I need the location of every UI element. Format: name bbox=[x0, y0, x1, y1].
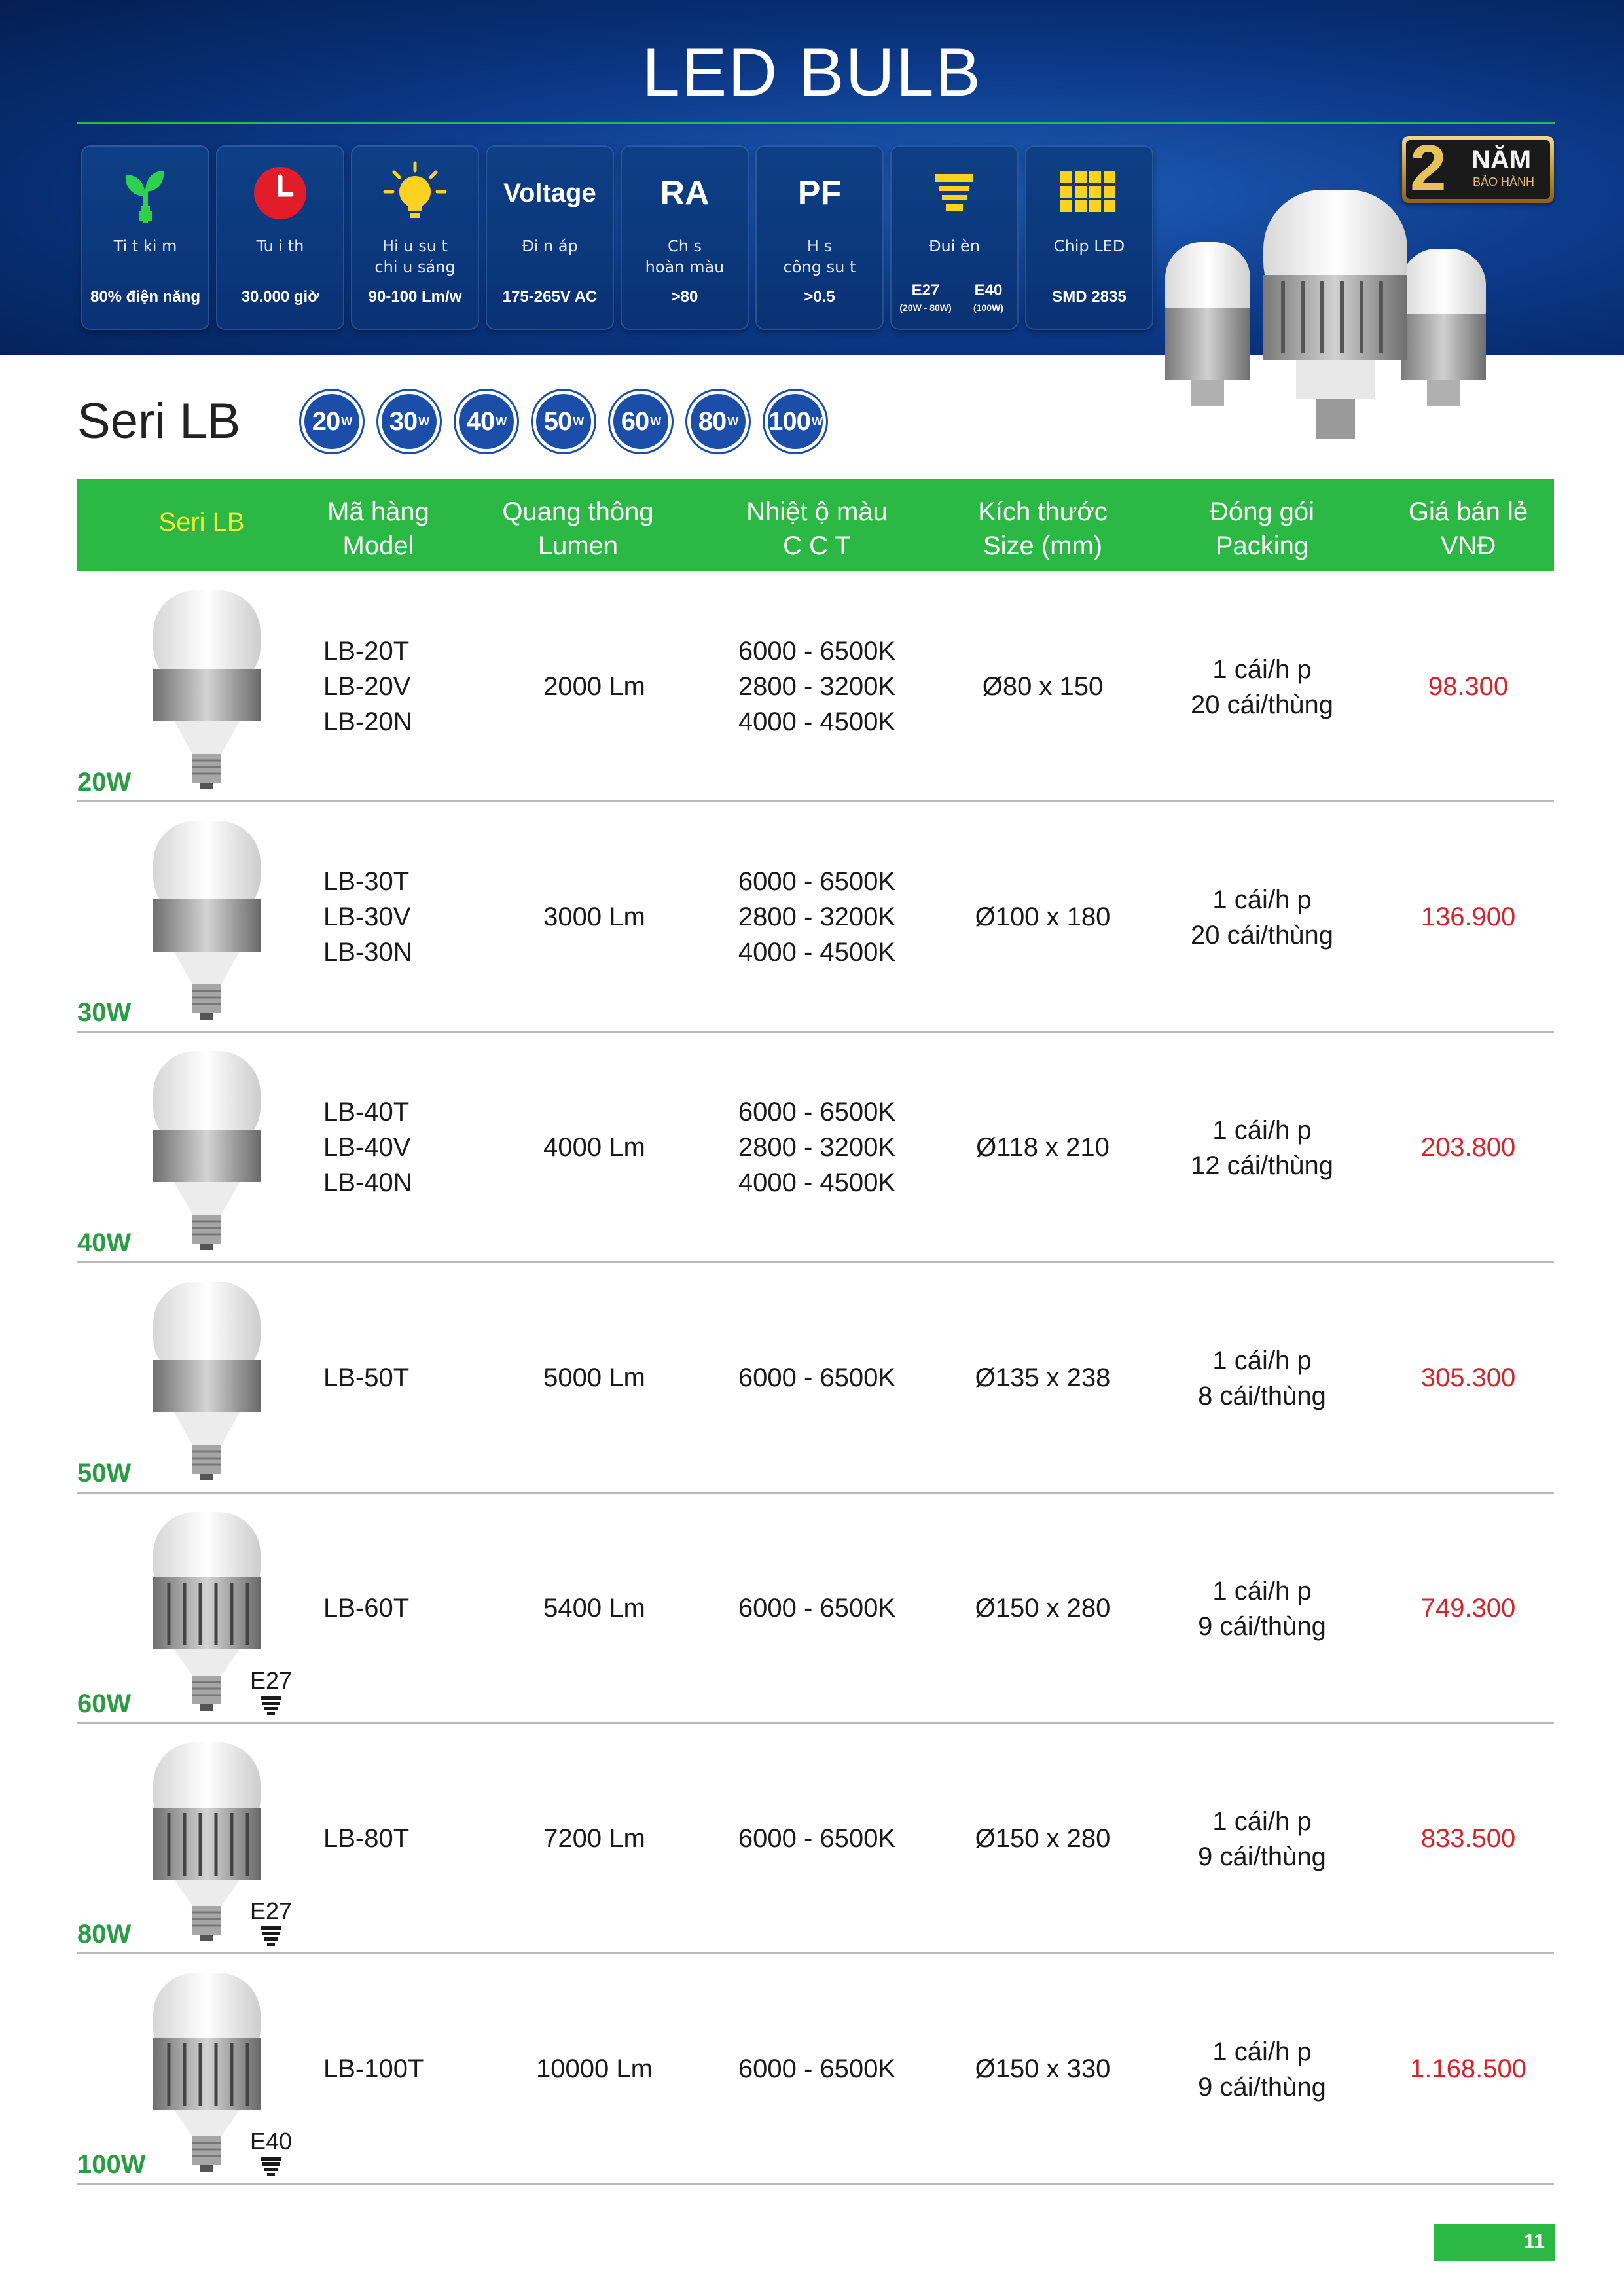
model-cell: LB-50T bbox=[323, 1363, 410, 1392]
model-cell: LB-20T LB-20V LB-20N bbox=[323, 637, 412, 736]
table-row bbox=[77, 1724, 1554, 1954]
size-cell: Ø150 x 280 bbox=[975, 1824, 1111, 1853]
table-row bbox=[77, 1033, 1554, 1263]
header-lumen: Quang thông Lumen bbox=[502, 497, 654, 560]
model-cell: LB-80T bbox=[323, 1824, 410, 1853]
header-packing: Đóng gói Packing bbox=[1209, 497, 1315, 560]
feature-label: Ti t ki m bbox=[113, 237, 177, 255]
size-cell: Ø150 x 280 bbox=[975, 1594, 1111, 1623]
page-number-box bbox=[1434, 2224, 1555, 2261]
model-cell: LB-30T LB-30V LB-30N bbox=[323, 867, 412, 967]
header-size: Kích thước Size (mm) bbox=[978, 497, 1108, 560]
header-model: Mã hàng Model bbox=[327, 497, 429, 560]
socket-icon bbox=[245, 1695, 297, 1723]
watt-chip: 40 W bbox=[456, 391, 517, 452]
feature-label: H s công su t bbox=[783, 237, 856, 276]
feature-power-factor bbox=[755, 145, 884, 330]
price-cell: 98.300 bbox=[1428, 672, 1509, 701]
size-cell: Ø100 x 180 bbox=[975, 903, 1111, 931]
bulb-image bbox=[135, 814, 279, 1024]
socket-icon bbox=[245, 1925, 297, 1953]
price-cell: 833.500 bbox=[1420, 1824, 1516, 1853]
lightbulb-icon bbox=[351, 157, 479, 229]
packing-cell: 1 cái/h p 9 cái/thùng bbox=[1198, 1807, 1326, 1871]
watt-chip: 50 W bbox=[533, 391, 594, 452]
feature-label: Tu i th bbox=[256, 237, 304, 255]
feature-value: 80% điện năng bbox=[90, 288, 201, 306]
feature-socket bbox=[890, 145, 1019, 330]
ra-icon: RA bbox=[660, 174, 710, 212]
table-row bbox=[77, 1954, 1554, 2185]
header-cct: Nhiệt ộ màu C C T bbox=[746, 497, 888, 560]
cct-cell: 6000 - 6500K bbox=[738, 1824, 896, 1853]
header-price: Giá bán lẻ VNĐ bbox=[1408, 497, 1528, 560]
model-cell: LB-40T LB-40V LB-40N bbox=[323, 1098, 412, 1197]
lumen-cell: 3000 Lm bbox=[543, 903, 645, 931]
socket-label: E27 bbox=[245, 1667, 297, 1723]
series-title: Seri LB bbox=[77, 393, 241, 449]
feature-voltage bbox=[486, 145, 614, 330]
packing-cell: 1 cái/h p 9 cái/thùng bbox=[1198, 2037, 1326, 2102]
feature-sub-e27: (20W - 80W) bbox=[899, 302, 952, 313]
feature-efficiency bbox=[351, 145, 479, 330]
feature-sub-e40: (100W) bbox=[973, 302, 1003, 313]
row-watt-label: 40W bbox=[77, 1229, 132, 1257]
watt-chip: 60 W bbox=[610, 391, 672, 452]
lumen-cell: 5400 Lm bbox=[543, 1594, 645, 1623]
table-header bbox=[77, 479, 1554, 571]
model-cell: LB-60T bbox=[323, 1594, 410, 1623]
feature-label: Ch s hoàn màu bbox=[645, 237, 725, 276]
lumen-cell: 5000 Lm bbox=[543, 1363, 645, 1392]
lumen-cell: 4000 Lm bbox=[543, 1133, 645, 1162]
cct-cell: 6000 - 6500K bbox=[738, 1363, 896, 1392]
row-watt-label: 50W bbox=[77, 1459, 132, 1488]
model-cell: LB-100T bbox=[323, 2054, 424, 2083]
header-series: Seri LB bbox=[158, 508, 245, 537]
warranty-years: 2 bbox=[1410, 132, 1447, 205]
row-divider bbox=[77, 2183, 1554, 2185]
table-row bbox=[77, 802, 1554, 1033]
feature-value: 30.000 giờ bbox=[241, 288, 319, 306]
bulb-image bbox=[135, 584, 279, 793]
watt-chip: 20 W bbox=[301, 391, 363, 452]
price-cell: 1.168.500 bbox=[1410, 2054, 1526, 2083]
banner-divider bbox=[77, 122, 1555, 124]
feature-value: >0.5 bbox=[804, 288, 835, 306]
plant-plug-icon bbox=[81, 157, 209, 229]
feature-cri bbox=[621, 145, 749, 330]
table-row bbox=[77, 572, 1554, 802]
banner-title: LED BULB bbox=[642, 35, 982, 111]
size-cell: Ø135 x 238 bbox=[975, 1363, 1111, 1392]
feature-chip bbox=[1025, 145, 1153, 330]
size-cell: Ø118 x 210 bbox=[976, 1133, 1110, 1162]
cct-cell: 6000 - 6500K 2800 - 3200K 4000 - 4500K bbox=[738, 1098, 896, 1197]
page-number: 11 bbox=[1524, 2231, 1545, 2252]
lumen-cell: 7200 Lm bbox=[543, 1824, 645, 1853]
table-row bbox=[77, 1494, 1554, 1724]
lumen-cell: 10000 Lm bbox=[536, 2054, 653, 2083]
packing-cell: 1 cái/h p 8 cái/thùng bbox=[1198, 1346, 1326, 1410]
row-watt-label: 30W bbox=[77, 998, 132, 1027]
warranty-sub: BẢO HÀNH bbox=[1473, 175, 1535, 188]
packing-cell: 1 cái/h p 9 cái/thùng bbox=[1198, 1577, 1326, 1641]
voltage-icon: Voltage bbox=[503, 178, 596, 207]
socket-label: E40 bbox=[245, 2128, 297, 2183]
pf-icon: PF bbox=[797, 174, 842, 212]
row-watt-label: 100W bbox=[77, 2150, 146, 2179]
packing-cell: 1 cái/h p 12 cái/thùng bbox=[1191, 1116, 1333, 1180]
feature-lifetime bbox=[216, 145, 344, 330]
table-row bbox=[77, 1263, 1554, 1494]
feature-value: SMD 2835 bbox=[1052, 288, 1127, 306]
size-cell: Ø150 x 330 bbox=[975, 2054, 1111, 2083]
feature-value: 175-265V AC bbox=[502, 288, 598, 306]
cct-cell: 6000 - 6500K bbox=[738, 1594, 896, 1623]
size-cell: Ø80 x 150 bbox=[982, 672, 1104, 701]
watt-chip: 100 W bbox=[765, 391, 826, 452]
lumen-cell: 2000 Lm bbox=[543, 672, 645, 701]
watt-chip: 30 W bbox=[378, 391, 440, 452]
socket-icon bbox=[890, 157, 1019, 229]
feature-label: Chip LED bbox=[1053, 237, 1125, 255]
feature-value-e40: E40 bbox=[974, 281, 1003, 299]
cct-cell: 6000 - 6500K 2800 - 3200K 4000 - 4500K bbox=[738, 867, 896, 967]
feature-value: >80 bbox=[671, 288, 698, 306]
hero-bulbs-image bbox=[1152, 177, 1519, 471]
price-cell: 749.300 bbox=[1420, 1594, 1516, 1623]
bulb-image bbox=[135, 1275, 279, 1484]
socket-label: E27 bbox=[245, 1897, 297, 1953]
warranty-word: NĂM bbox=[1471, 145, 1532, 174]
socket-icon bbox=[245, 2155, 297, 2183]
row-watt-label: 60W bbox=[77, 1689, 132, 1718]
packing-cell: 1 cái/h p 20 cái/thùng bbox=[1191, 655, 1333, 719]
cct-cell: 6000 - 6500K 2800 - 3200K 4000 - 4500K bbox=[738, 637, 896, 736]
feature-label: Đui èn bbox=[928, 237, 981, 255]
feature-energy-saving bbox=[81, 145, 209, 330]
watt-chip: 80 W bbox=[687, 391, 749, 452]
chip-grid-icon bbox=[1025, 157, 1153, 229]
price-cell: 136.900 bbox=[1420, 903, 1516, 931]
feature-label: Đi n áp bbox=[522, 237, 578, 255]
price-cell: 203.800 bbox=[1420, 1133, 1516, 1162]
row-watt-label: 80W bbox=[77, 1920, 132, 1948]
bulb-image bbox=[135, 1045, 279, 1254]
price-cell: 305.300 bbox=[1420, 1363, 1516, 1392]
feature-value-e27: E27 bbox=[911, 281, 940, 299]
packing-cell: 1 cái/h p 20 cái/thùng bbox=[1191, 886, 1333, 950]
feature-value: 90-100 Lm/w bbox=[368, 288, 462, 306]
feature-label: Hi u su t chi u sáng bbox=[374, 237, 456, 276]
cct-cell: 6000 - 6500K bbox=[738, 2054, 896, 2083]
clock-icon bbox=[216, 157, 344, 229]
row-watt-label: 20W bbox=[77, 768, 132, 797]
